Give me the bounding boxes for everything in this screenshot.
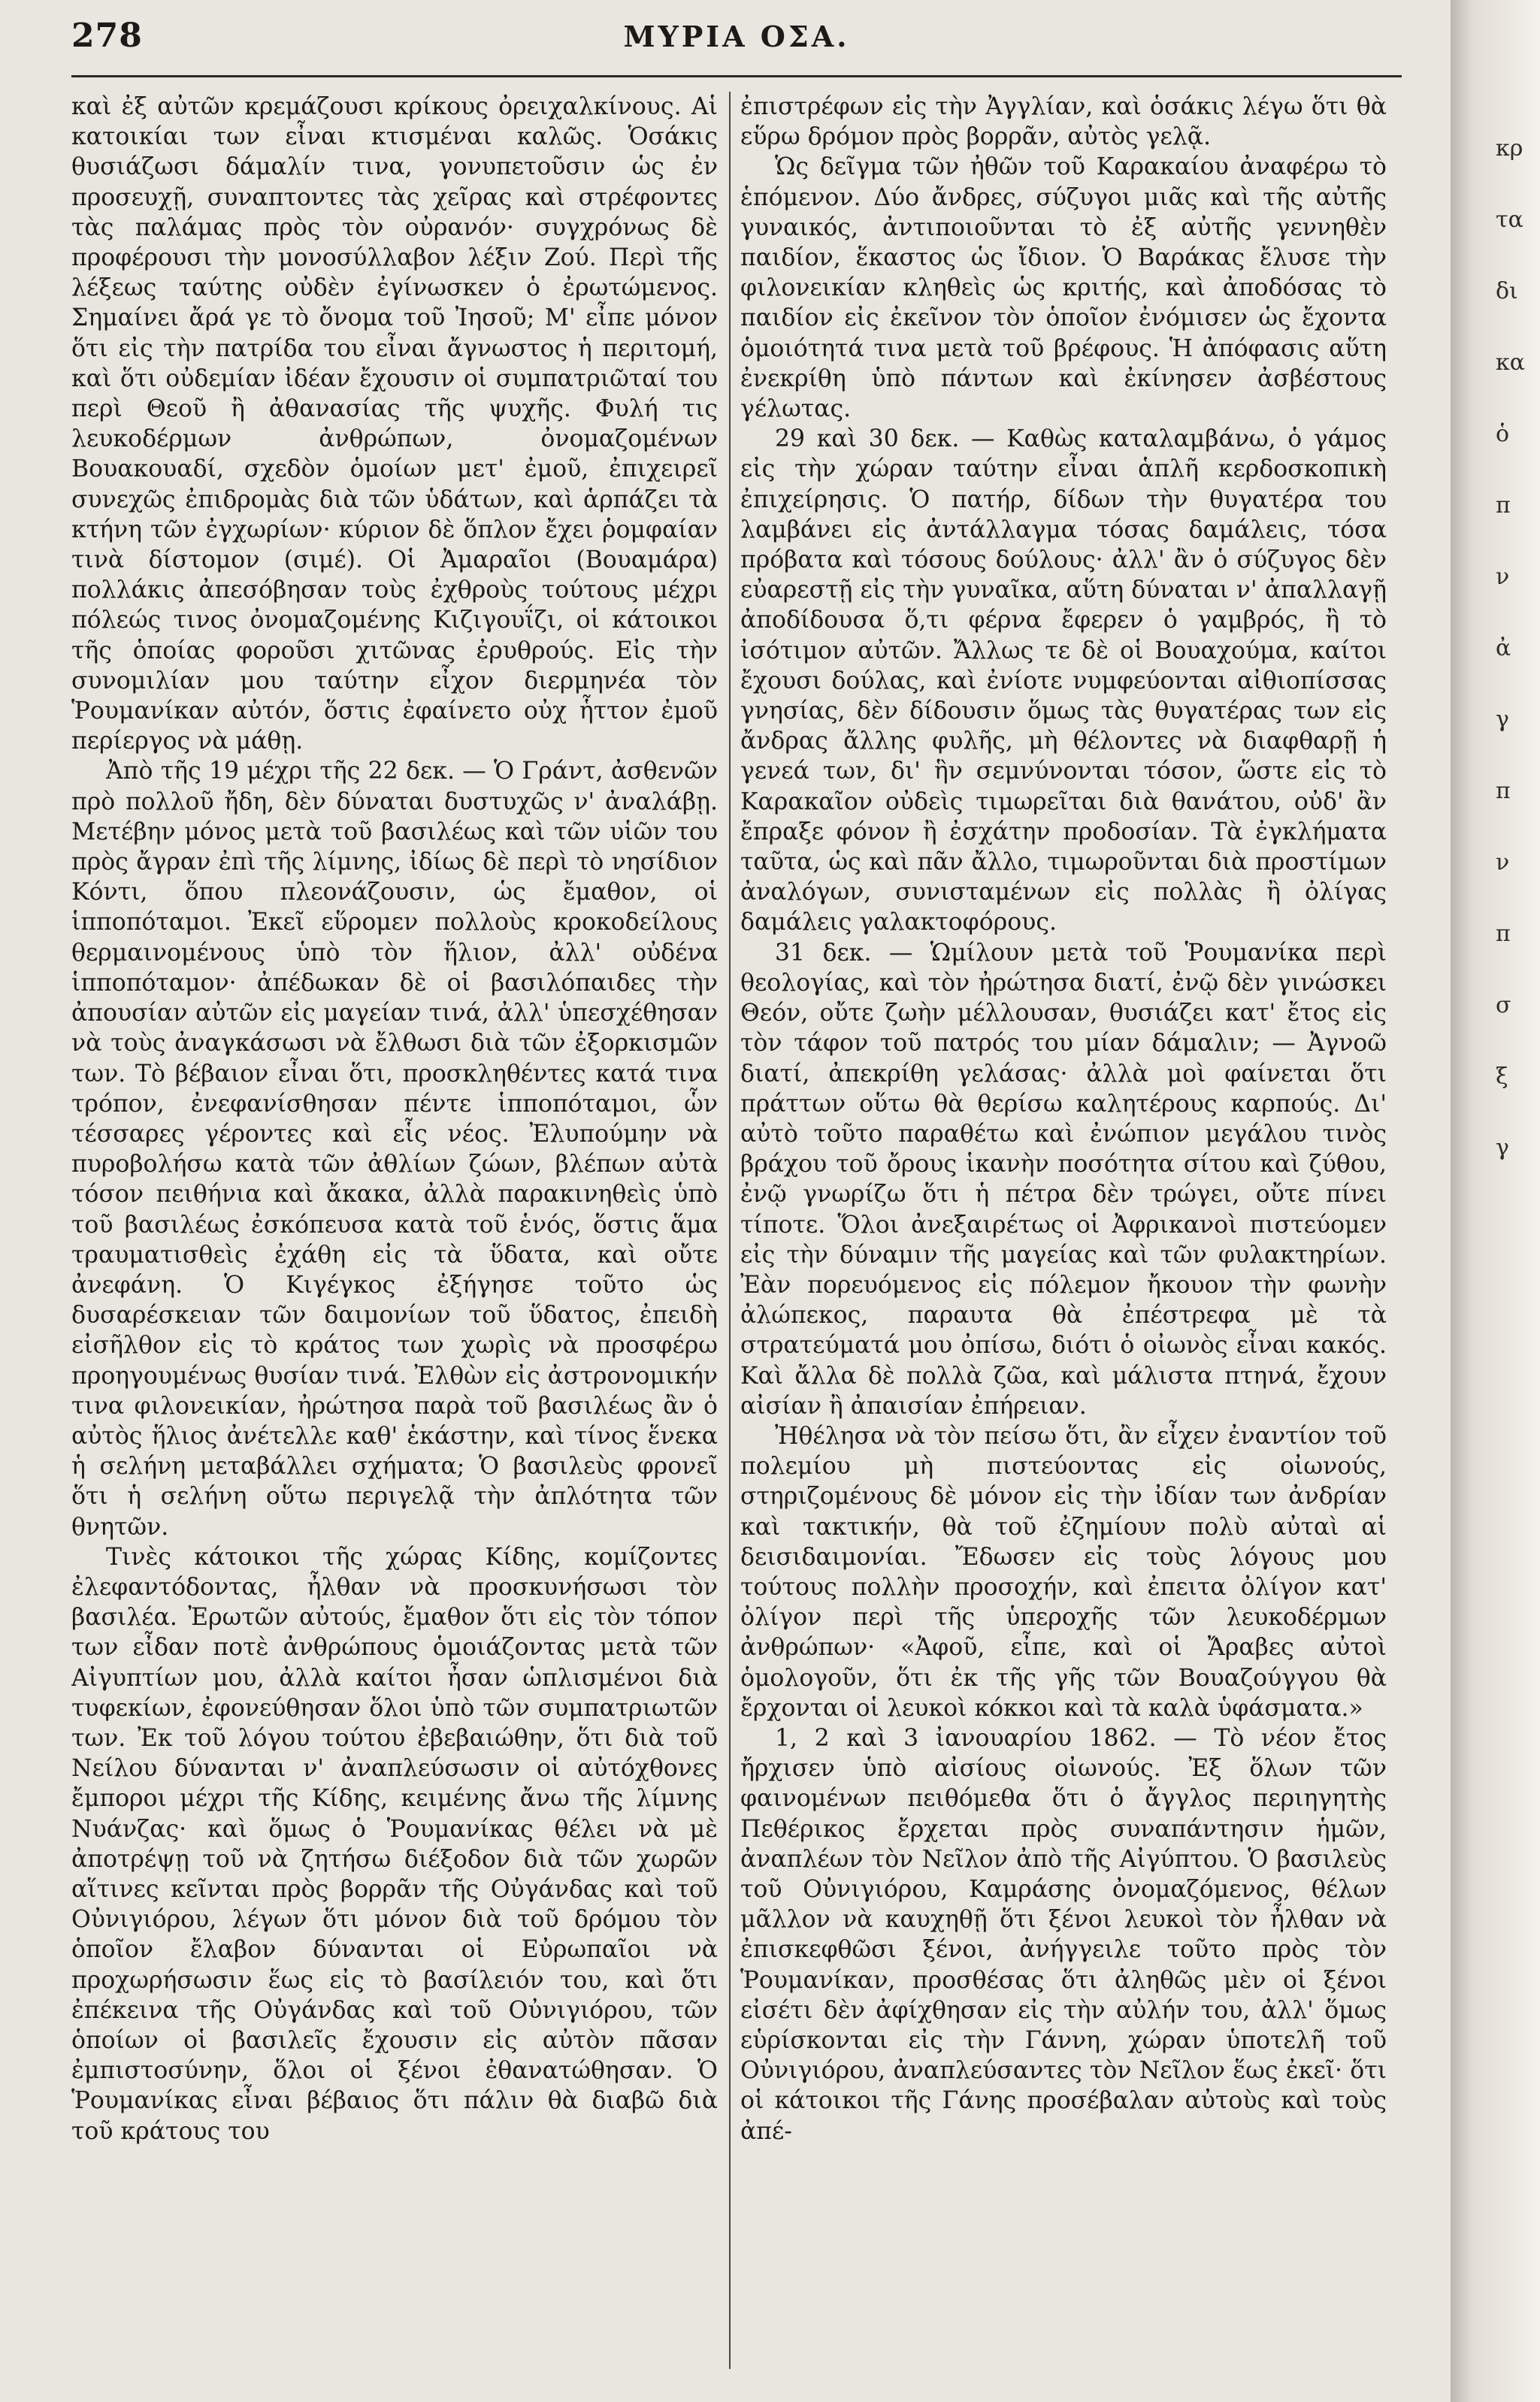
paragraph: Ἠθέλησα νὰ τὸν πείσω ὅτι, ἂν εἶχεν ἐναντίον τοῦ πολεμίου μὴ πιστεύοντας εἰς οἰωνούς, στηριζομένους δὲ μόνον εἰς τὴν ἰδίαν των ἀνδρίαν καὶ τακτικήν, θὰ τοῦ ἐζημίουν πολὺ αὐταὶ αἱ δεισιδαιμονίαι. Ἔδωσεν εἰς τοὺς λόγους μου τούτους πολλὴν προσοχήν, καὶ ἐπειτα ὀλίγον κατ' ὀλίγον περὶ τῆς ὑπεροχῆς τῶν λευκοδέρμων ἀνθρώπων· «Ἀφοῦ, εἶπε, καὶ οἱ Ἄραβες αὐτοὶ ὁμολογοῦν, ὅτι ἐκ τῆς γῆς τῶν Βουαζούγγου θὰ ἔρχονται οἱ λευκοὶ κόκκοι καὶ τὰ καλὰ ὑφάσματα.» — [740, 1422, 1387, 1722]
page-number: 278 — [71, 17, 143, 55]
header-rule — [71, 75, 1402, 77]
paragraph: Τινὲς κάτοικοι τῆς χώρας Κίδης, κομίζοντες ἐλεφαντόδοντας, ἦλθαν νὰ προσκυνήσωσι τὸν βασιλέα. Ἐρωτῶν αὐτούς, ἔμαθον ὅτι εἰς τὸν τόπον των εἶδαν ποτὲ ἀνθρώπους ὁμοιάζοντας μετὰ τῶν Αἰγυπτίων μου, ἀλλὰ καίτοι ἦσαν ὡπλισμένοι διὰ τυφεκίων, ἐφονεύθησαν ὅλοι ὑπὸ τῶν συμπατριωτῶν των. Ἐκ τοῦ λόγου τούτου ἐβεβαιώθην, ὅτι διὰ τοῦ Νείλου δύνανται ν' ἀναπλεύσωσιν οἱ αὐτόχθονες ἔμποροι μέχρι τῆς Κίδης, κειμένης ἄνω τῆς λίμνης Νυάνζας· καὶ ὅμως ὁ Ῥουμανίκας θέλει νὰ μὲ ἀποτρέψῃ τοῦ νὰ ζητήσω διέξοδον διὰ τῶν χωρῶν αἵτινες κεῖνται πρὸς βορρᾶν τῆς Οὐγάνδας καὶ τοῦ Οὐνιγιόρου, λέγων ὅτι μόνον διὰ τοῦ δρόμου τὸν ὁποῖον ἔλαβον δύνανται οἱ Εὐρωπαῖοι νὰ προχωρήσωσιν ἕως εἰς τὸ βασίλειόν του, καὶ ὅτι ἐπέκεινα τῆς Οὐγάνδας καὶ τοῦ Οὐνιγιόρου, τῶν ὁποίων οἱ βασιλεῖς ἔχουσιν εἰς αὐτὸν πᾶσαν ἐμπιστοσύνην, ὅλοι οἱ ξένοι ἐθανατώθησαν. Ὁ Ῥουμανίκας εἶναι βέβαιος ὅτι πάλιν θὰ διαβῶ διὰ τοῦ κράτους του — [71, 1543, 718, 2145]
facing-page-margin — [1496, 113, 1538, 2367]
paragraph: Ὡς δεῖγμα τῶν ἠθῶν τοῦ Καρακαίου ἀναφέρω τὸ ἑπόμενον. Δύο ἄνδρες, σύζυγοι μιᾶς καὶ τῆς αὐτῆς γυναικός, ἀντιποιοῦνται τὸ ἐξ αὐτῆς γεννηθὲν παιδίον, ἕκαστος ὡς ἴδιον. Ὁ Βαράκας ἔλυσε τὴν φιλονεικίαν κληθεὶς ὡς κριτής, καὶ ἀποδόσας τὸ παιδίον εἰς ἐκεῖνον τὸν ὁποῖον ἐνόμισεν ὡς ἔχοντα ὁμοιότητά τινα μετὰ τοῦ βρέφους. Ἡ ἀπόφασις αὕτη ἐνεκρίθη ὑπὸ πάντων καὶ ἐκίνησεν ἀσβέστους γέλωτας. — [740, 153, 1387, 423]
right-column — [740, 92, 1387, 2369]
margin-fragment: ξ — [1496, 1063, 1508, 1090]
margin-fragment: γ — [1496, 706, 1509, 733]
margin-fragment: ν — [1496, 564, 1510, 590]
paragraph: Ἀπὸ τῆς 19 μέχρι τῆς 22 δεκ. — Ὁ Γράντ, ἀσθενῶν πρὸ πολλοῦ ἤδη, δὲν δύναται δυστυχῶς ν' ἀναλάβῃ. Μετέβην μόνος μετὰ τοῦ βασιλέως καὶ τῶν υἱῶν του πρὸς ἄγραν ἐπὶ τῆς λίμνης, ἰδίως δὲ περὶ τὸ νησίδιον Κόντι, ὅπου πλεονάζουσιν, ὡς ἔμαθον, οἱ ἱπποπόταμοι. Ἐκεῖ εὕρομεν πολλοὺς κροκοδείλους θερμαινομένους ὑπὸ τὸν ἥλιον, ἀλλ' οὐδένα ἱπποπόταμον· ἀπέδωκαν δὲ οἱ βασιλόπαιδες τὴν ἀπουσίαν αὐτῶν εἰς μαγείαν τινά, ἀλλ' ὑπεσχέθησαν νὰ τοὺς ἀναγκάσωσι νὰ ἔλθωσι διὰ τῶν ἐξορκισμῶν των. Τὸ βέβαιον εἶναι ὅτι, προσκληθέντες κατά τινα τρόπον, ἐνεφανίσθησαν πέντε ἱπποπόταμοι, ὧν τέσσαρες γέροντες καὶ εἷς νέος. Ἐλυπούμην νὰ πυροβολήσω κατὰ τῶν ἀθλίων ζώων, βλέπων αὐτὰ τόσον πειθήνια καὶ ἄκακα, ἀλλὰ παρακινηθεὶς ὑπὸ τοῦ βασιλέως ἐσκόπευσα κατὰ τοῦ ἑνός, ὅστις ἅμα τραυματισθεὶς ἐχάθη εἰς τὰ ὕδατα, καὶ οὔτε ἀνεφάνη. Ὁ Κιγέγκος ἐξήγησε τοῦτο ὡς δυσαρέσκειαν τῶν δαιμονίων τοῦ ὕδατος, ἐπειδὴ εἰσῆλθον εἰς τὸ κράτος των χωρὶς νὰ προσφέρω προηγουμένως θυσίαν τινά. Ἐλθὼν εἰς ἀστρονομικήν τινα φιλονεικίαν, ἠρώτησα παρὰ τοῦ βασιλέως ἂν ὁ αὐτὸς ἥλιος ἀνέτελλε καθ' ἑκάστην, καὶ τίνος ἕνεκα ἡ σελήνη μεταβάλλει σχήματα; Ὁ βασιλεὺς φρονεῖ ὅτι ἡ σελήνη οὕτω περιγελᾷ τὴν ἀπλότητα τῶν θνητῶν. — [71, 758, 718, 1541]
paragraph: ἐπιστρέφων εἰς τὴν Ἀγγλίαν, καὶ ὁσάκις λέγω ὅτι θὰ εὕρω δρόμον πρὸς βορρᾶν, αὐτὸς γελᾷ. — [740, 93, 1387, 151]
left-column — [71, 92, 718, 2369]
running-title: ΜΥΡΙΑ ΟΣΑ. — [623, 20, 850, 53]
margin-fragment: π — [1496, 492, 1511, 519]
margin-fragment: γ — [1496, 1135, 1509, 1161]
margin-fragment: κρ — [1496, 135, 1523, 162]
margin-fragment: δι — [1496, 278, 1518, 304]
margin-fragment: κα — [1496, 349, 1526, 376]
margin-fragment: π — [1496, 921, 1511, 947]
paragraph: 1, 2 καὶ 3 ἰανουαρίου 1862. — Τὸ νέον ἔτος ἤρχισεν ὑπὸ αἰσίους οἰωνούς. Ἐξ ὅλων τῶν φαινομένων πειθόμεθα ὅτι ὁ ἄγγλος περιηγητὴς Πεθέρικος ἔρχεται πρὸς συναπάντησιν ἡμῶν, ἀναπλέων τὸν Νεῖλον ἀπὸ τῆς Αἰγύπτου. Ὁ βασιλεὺς τοῦ Οὐνιγιόρου, Καμράσης ὀνομαζόμενος, θέλων μᾶλλον νὰ καυχηθῇ ὅτι ξένοι λευκοὶ τὸν ἦλθαν νὰ ἐπισκεφθῶσι ξένοι, ἀνήγγειλε τοῦτο πρὸς τὸν Ῥουμανίκαν, προσθέσας ὅτι ἀληθῶς μὲν οἱ ξένοι εἰσέτι δὲν ἀφίχθησαν εἰς τὴν αὐλήν του, ἀλλ' ὅμως εὑρίσκονται εἰς τὴν Γάννη, χώραν ὑποτελῆ τοῦ Οὐνιγιόρου, ἀναπλεύσαντες τὸν Νεῖλον ἕως ἐκεῖ· ὅτι οἱ κάτοικοι τῆς Γάνης προσέβαλαν αὐτοὺς καὶ τοὺς ἀπέ- — [740, 1724, 1387, 2145]
paragraph: καὶ ἐξ αὐτῶν κρεμάζουσι κρίκους ὀρειχαλκίνους. Αἱ κατοικίαι των εἶναι κτισμέναι καλῶς. Ὁσάκις θυσιάζωσι δάμαλίν τινα, γονυπετοῦσιν ὡς ἐν προσευχῇ, συναπτοντες τὰς χεῖρας καὶ στρέφοντες τὰς παλάμας πρὸς τὸν οὐρανόν· συγχρόνως δὲ προφέρουσι τὴν μονοσύλλαβον λέξιν Ζού. Περὶ τῆς λέξεως ταύτης οὐδὲν ἐγίνωσκεν ὁ ἐρωτώμενος. Σημαίνει ἄρά γε τὸ ὄνομα τοῦ Ἰησοῦ; Μ' εἶπε μόνον ὅτι εἰς τὴν πατρίδα του εἶναι ἄγνωστος ἡ περιτομή, καὶ ὅτι οὐδεμίαν ἰδέαν ἔχουσιν οἱ συμπατριῶταί του περὶ Θεοῦ ἢ ἀθανασίας τῆς ψυχῆς. Φυλή τις λευκοδέρμων ἀνθρώπων, ὀνομαζομένων Βουακουαδί, σχεδὸν ὁμοίων μετ' ἐμοῦ, ἐπιχειρεῖ συνεχῶς ἐπιδρομὰς διὰ τῶν ὑδάτων, καὶ ἁρπάζει τὰ κτήνη τῶν ἐγχωρίων· κύριον δὲ ὅπλον ἔχει ῥομφαίαν τινὰ δίστομον (σιμέ). Οἱ Ἀμαραῖοι (Βουαμάρα) πολλάκις ἀπεσόβησαν τοὺς ἐχθροὺς τούτους μέχρι πόλεώς τινος ὀνομαζομένης Κιζιγουΐζι, οἱ κάτοικοι τῆς ὁποίας φοροῦσι χιτῶνας ἐρυθρούς. Εἰς τὴν συνομιλίαν μου ταύτην εἶχον διερμηνέα τὸν Ῥουμανίκαν αὐτόν, ὅστις ἐφαίνετο οὐχ ἧττον ἐμοῦ περίεργος νὰ μάθῃ. — [71, 93, 718, 755]
margin-fragment: τα — [1496, 207, 1523, 233]
margin-fragment: π — [1496, 778, 1511, 804]
margin-fragment: ν — [1496, 849, 1510, 876]
margin-fragment: σ — [1496, 992, 1511, 1018]
margin-fragment: ἀ — [1496, 635, 1511, 661]
column-divider — [729, 92, 731, 2369]
margin-fragment: ὁ — [1496, 421, 1510, 447]
page-header — [71, 17, 1402, 69]
paragraph: 29 καὶ 30 δεκ. — Καθὼς καταλαμβάνω, ὁ γάμος εἰς τὴν χώραν ταύτην εἶναι ἁπλῆ κερδοσκοπικὴ ἐπιχείρησις. Ὁ πατήρ, δίδων τὴν θυγατέρα του λαμβάνει εἰς ἀντάλλαγμα τόσας δαμάλεις, τόσα πρόβατα καὶ τόσους δούλους· ἀλλ' ἂν ὁ σύζυγος δὲν εὐαρεστῇ εἰς τὴν γυναῖκα, αὕτη δύναται ν' ἀπαλλαγῇ ἀποδίδουσα ὅ,τι φέρνα ἔφερεν ὁ γαμβρός, ἢ τὸ ἰσότιμον αὐτῶν. Ἄλλως τε δὲ οἱ Βουαχούμα, καίτοι ἔχουσι δούλας, καὶ ἐνίοτε νυμφεύονται αἰθιοπίσσας γνησίας, δὲν δίδουσιν ὅμως τὰς θυγατέρας των εἰς ἄνδρας ἄλλης φυλῆς, μὴ θέλοντες νὰ διαφθαρῇ ἡ γενεά των, δι' ἣν σεμνύνονται τόσον, ὥστε εἰς τὸ Καρακαῖον οὐδεὶς τιμωρεῖται διὰ θανάτου, οὐδ' ἂν ἔπραξε φόνον ἢ ἐσχάτην προδοσίαν. Τὰ ἐγκλήματα ταῦτα, ὡς καὶ πᾶν ἄλλο, τιμωροῦνται διὰ προστίμων ἀναλόγων, συνισταμένων εἰς πολλὰς ἢ ὀλίγας δαμάλεις γαλακτοφόρους. — [740, 425, 1387, 936]
paragraph: 31 δεκ. — Ὡμίλουν μετὰ τοῦ Ῥουμανίκα περὶ θεολογίας, καὶ τὸν ἠρώτησα διατί, ἐνῷ δὲν γινώσκει Θεόν, οὔτε ζωὴν μέλλουσαν, θυσιάζει κατ' ἔτος εἰς τὸν τάφον τοῦ πατρός του μίαν δάμαλιν; — Ἀγνοῶ διατί, ἀπεκρίθη γελάσας· ἀλλὰ μοὶ φαίνεται ὅτι πράττων οὕτω θὰ θερίσω καλητέρους καρπούς. Δι' αὐτὸ τοῦτο παραθέτω καὶ ἐνώπιον μεγάλου τινὸς βράχου τοῦ ὄρους ἱκανὴν ποσότητα σίτου καὶ ζύθου, ἐνῷ γνωρίζω ὅτι ἡ πέτρα δὲν τρώγει, οὔτε πίνει τίποτε. Ὅλοι ἀνεξαιρέτως οἱ Ἀφρικανοὶ πιστεύομεν εἰς τὴν δύναμιν τῆς μαγείας καὶ τῶν φυλακτηρίων. Ἐὰν πορευόμενος εἰς πόλεμον ἤκουον τὴν φωνὴν ἀλώπεκος, παραυτα θὰ ἐπέστρεφα μὲ τὰ στρατεύματά μου ὀπίσω, διότι ὁ οἰωνὸς εἶναι κακός. Καὶ ἄλλα δὲ πολλὰ ζῶα, καὶ μάλιστα πτηνά, ἔχουν αἰσίαν ἢ ἀπαισίαν ἐπήρειαν. — [740, 939, 1387, 1420]
